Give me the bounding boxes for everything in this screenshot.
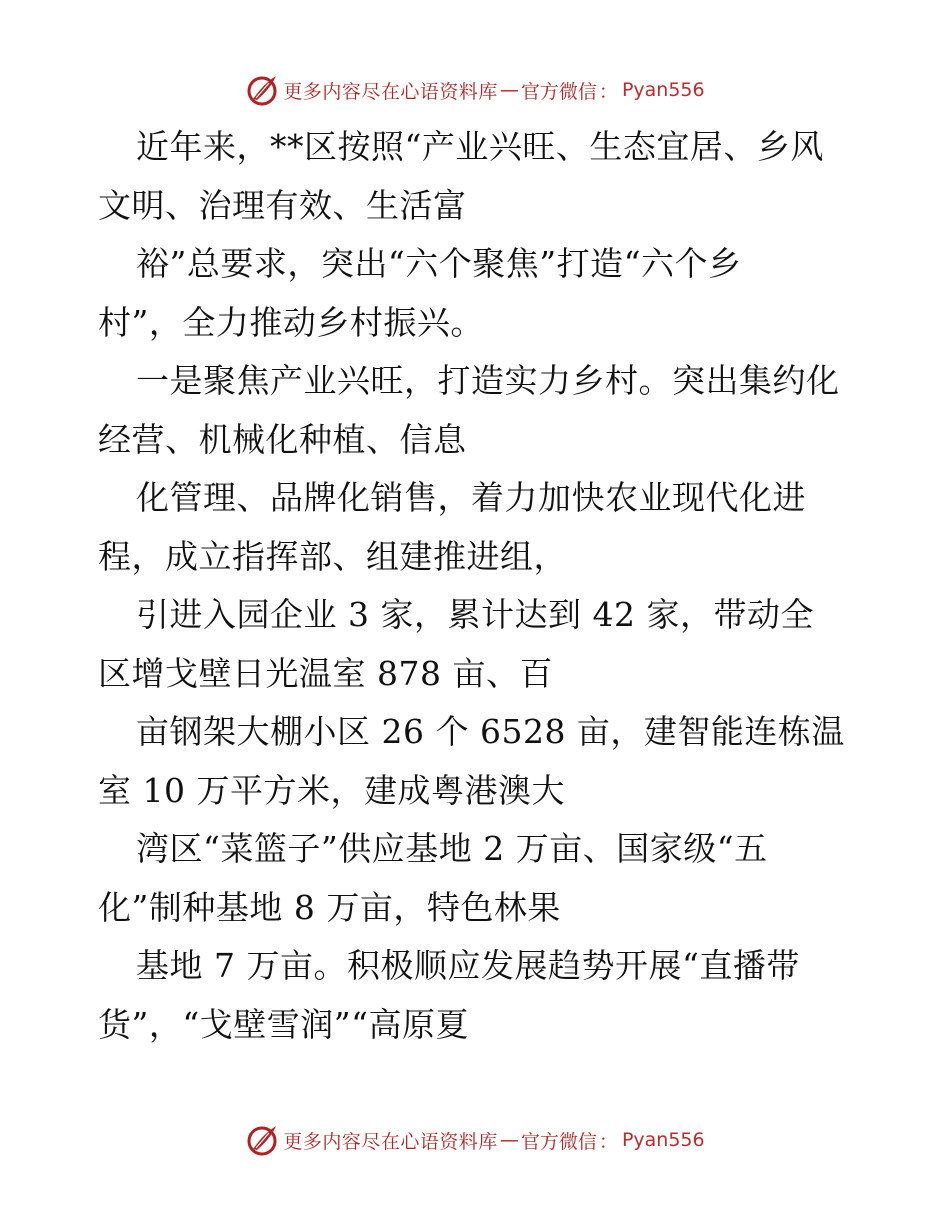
body-line: 裕”总要求，突出“六个聚焦”打造“六个乡	[136, 244, 742, 283]
watermark-wechat-id: Pyan556	[621, 79, 705, 101]
body-line: 程，成立指挥部、组建推进组，	[98, 536, 567, 576]
watermark-main-text: 更多内容尽在心语资料库	[283, 1130, 498, 1153]
watermark-separator: ：	[598, 1130, 618, 1153]
body-line: 村”，全力推动乡村振兴。	[98, 302, 484, 342]
watermark-side-text: 官方微信	[520, 80, 597, 103]
watermark-dash: —	[499, 1129, 519, 1151]
footer-watermark	[0, 1120, 950, 1160]
header-watermark	[0, 70, 950, 110]
body-line: 经营、机械化种植、信息	[98, 419, 467, 459]
body-line: 基地 7 万亩。积极顺应发展趋势开展“直播带	[136, 946, 800, 985]
body-line: 一是聚焦产业兴旺，打造实力乡村。突出集约化	[136, 361, 840, 400]
body-line: 引进入园企业 3 家，累计达到 42 家，带动全	[136, 595, 814, 634]
watermark-separator: ：	[598, 80, 618, 103]
quill-pen-logo-icon	[245, 73, 279, 107]
body-line: 化”制种基地 8 万亩，特色林果	[98, 887, 561, 927]
body-line: 文明、治理有效、生活富	[98, 185, 467, 225]
body-line: 室 10 万平方米，建成粤港澳大	[98, 770, 565, 810]
body-line: 亩钢架大棚小区 26 个 6528 亩，建智能连栋温	[136, 712, 845, 751]
body-line: 近年来，**区按照“产业兴旺、生态宜居、乡风	[136, 127, 824, 166]
watermark-side-text: 官方微信	[520, 1130, 597, 1153]
body-line: 化管理、品牌化销售，着力加快农业现代化进	[136, 478, 806, 517]
watermark-main-text: 更多内容尽在心语资料库	[283, 80, 498, 103]
body-line: 货”，“戈壁雪润”“高原夏	[98, 1004, 469, 1044]
body-line: 区增戈壁日光温室 878 亩、百	[98, 653, 553, 693]
body-line: 湾区“菜篮子”供应基地 2 万亩、国家级“五	[136, 829, 768, 868]
watermark-dash: —	[499, 79, 519, 101]
document-body	[98, 118, 858, 1054]
watermark-wechat-id: Pyan556	[621, 1129, 705, 1151]
quill-pen-logo-icon	[245, 1123, 279, 1157]
